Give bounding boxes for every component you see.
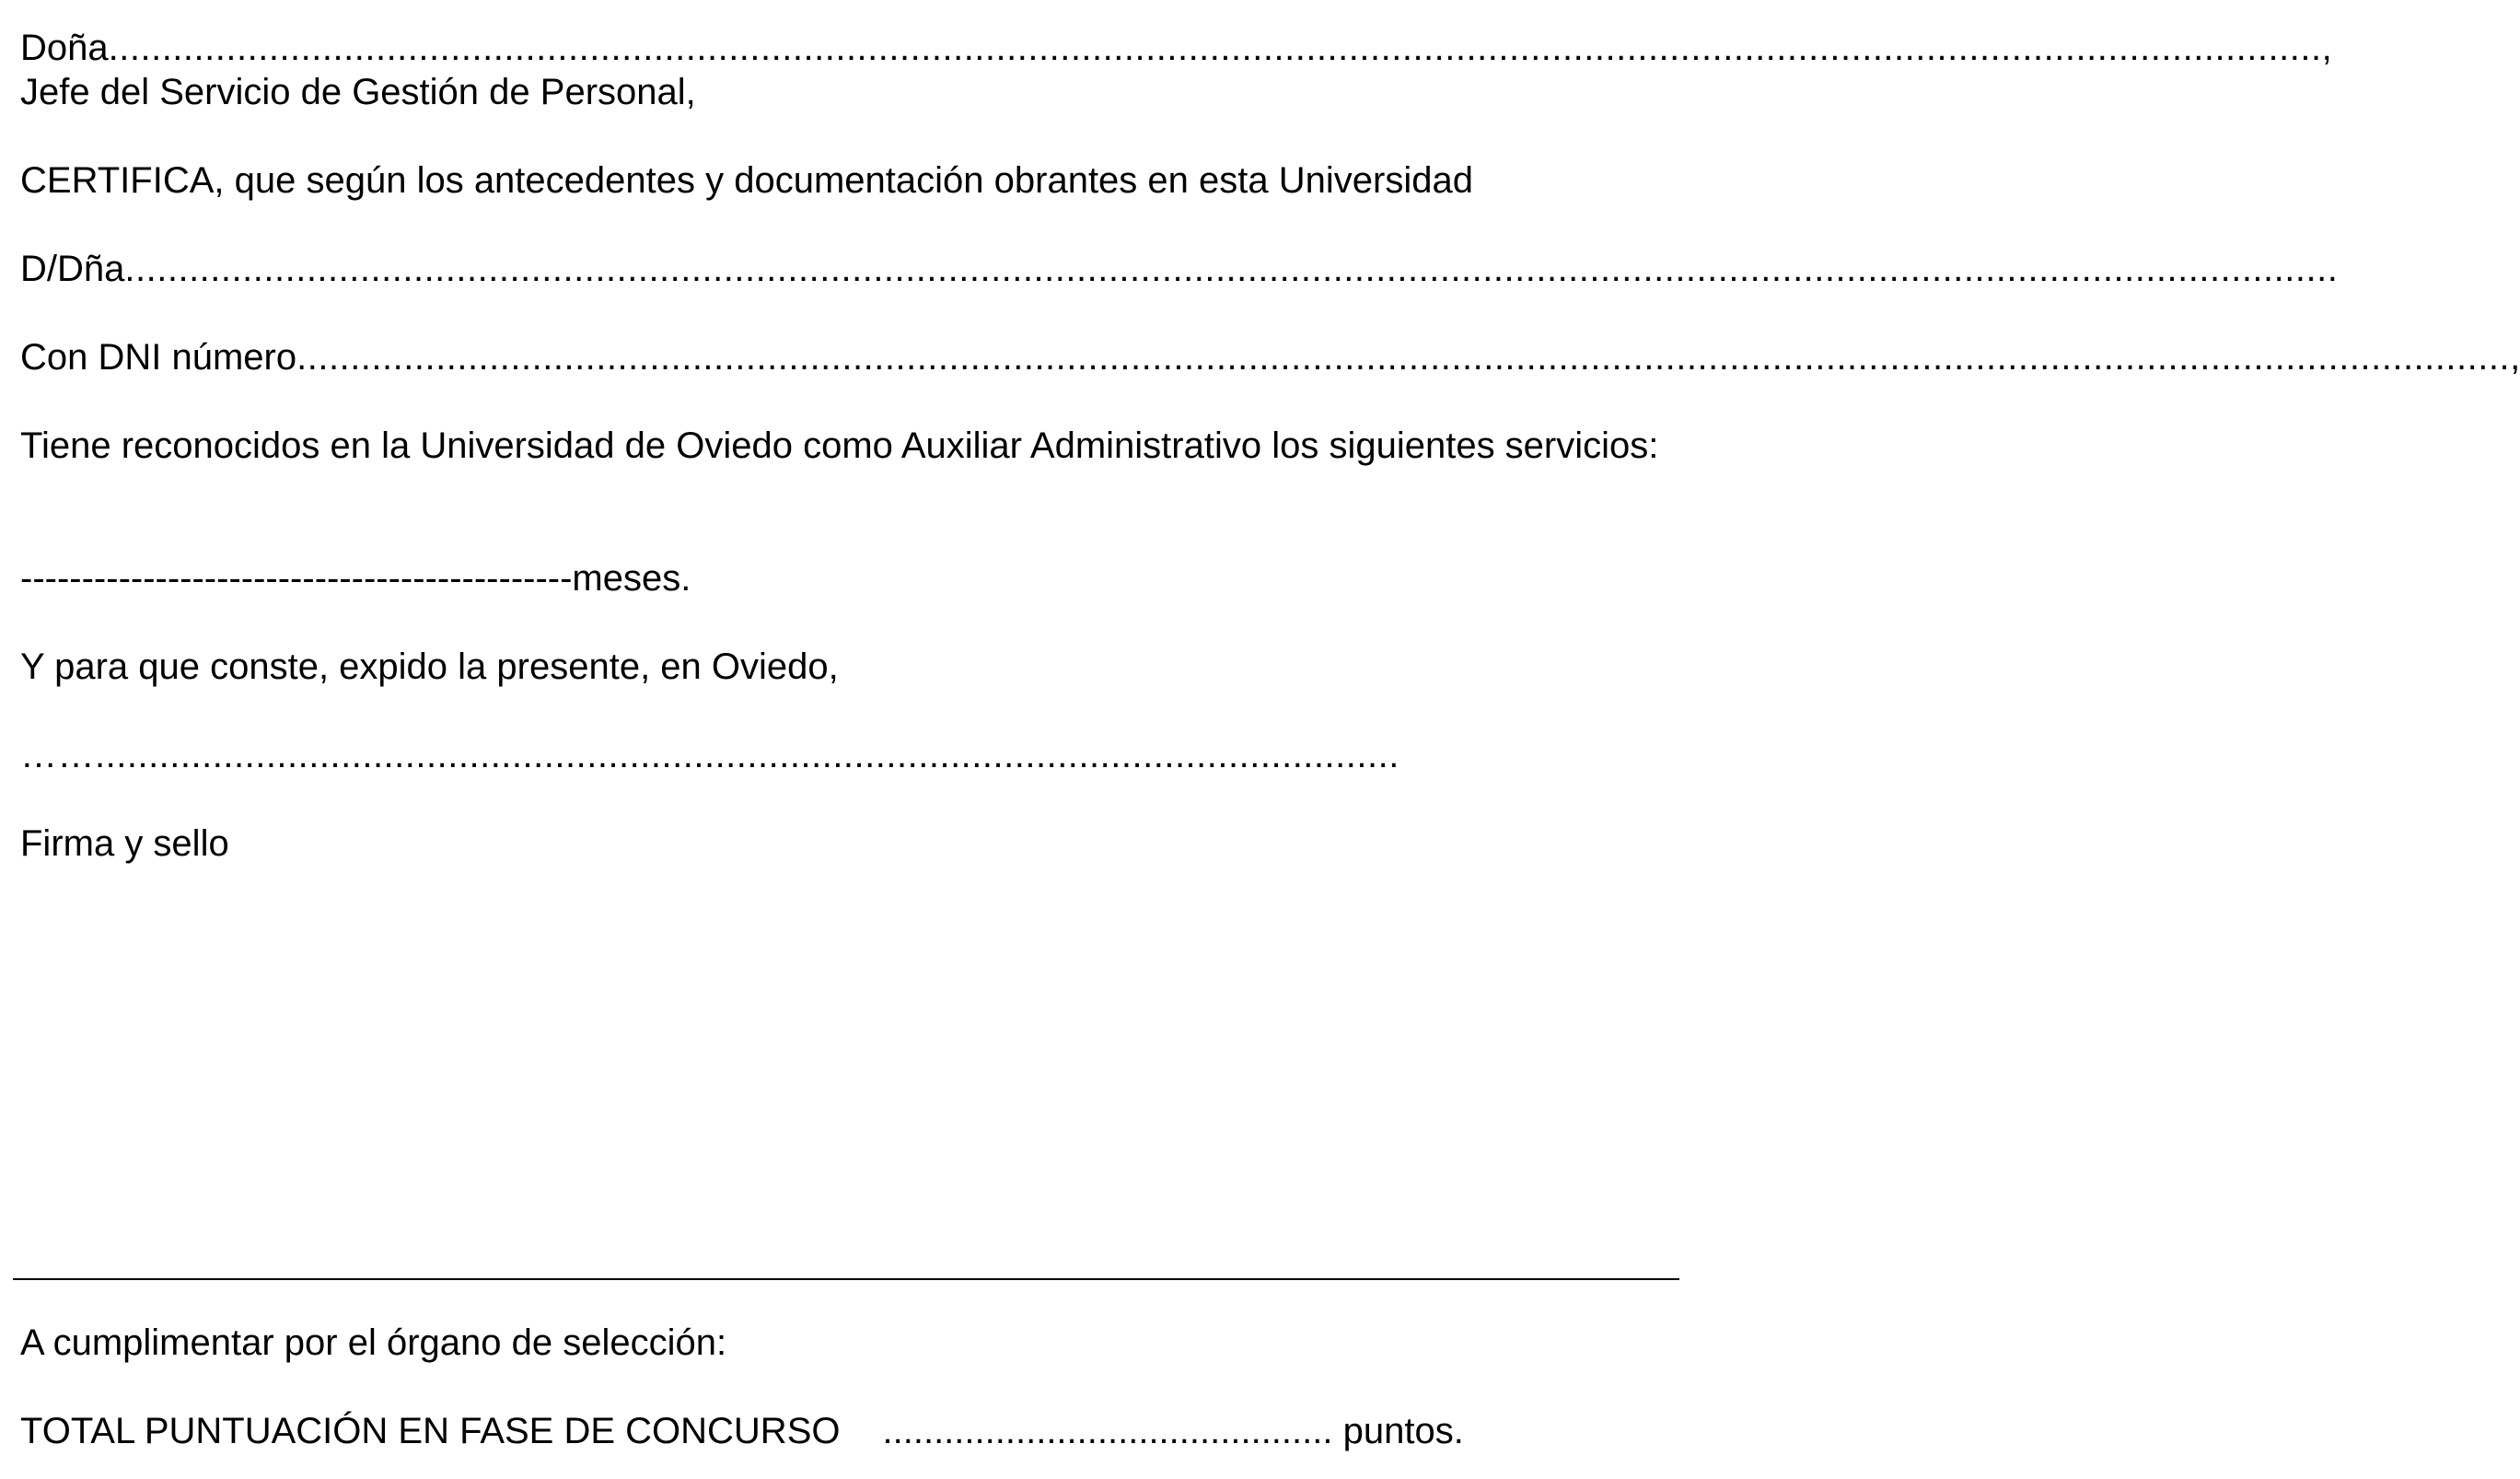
dona-line [20,26,2332,70]
total-score-fill: ............................................ [882,1411,1333,1451]
selection-heading: A cumplimentar por el órgano de selección: [20,1322,727,1363]
section-divider [13,1278,1679,1280]
certificate-page [20,0,2520,1479]
expido-statement: Y para que conste, expido la presente, en Oviedo, [20,646,839,687]
meses-dashes: --------------------------------------------- [20,558,573,599]
total-score-unit: puntos. [1342,1411,1464,1451]
dona-end: , [2321,28,2332,68]
certifica-statement: CERTIFICA, que según los antecedentes y documentación obrantes en esta Universidad [20,160,1473,201]
meses-label: meses. [572,558,691,599]
meses-line [20,556,691,600]
ddna-label: D/Dña [20,249,125,289]
firma-label: Firma y sello [20,823,229,864]
dona-fill: ............................................................................................................................................................................................................... [108,28,2322,68]
date-fill: …….......................................................................................................................... [20,735,1399,775]
total-score-label: TOTAL PUNTUACIÓN EN FASE DE CONCURSO [20,1411,841,1451]
ddna-fill: ............................................................................................................................................................................................................... [124,249,2339,289]
total-score-line [20,1409,1464,1453]
dni-fill: ............................................................................................................................................................................................................... [296,337,2511,378]
ddna-line [20,247,2339,291]
dona-label: Doña [20,28,109,68]
signatory-role: Jefe del Servicio de Gestión de Personal, [20,72,696,112]
date-line [20,733,1399,777]
servicios-paragraph: Tiene reconocidos en la Universidad de Oviedo como Auxiliar Administrativo los siguientes servicios: [20,425,1659,466]
dni-line [20,335,2520,379]
dni-end: , [2510,337,2520,378]
dni-label: Con DNI número [20,337,297,378]
